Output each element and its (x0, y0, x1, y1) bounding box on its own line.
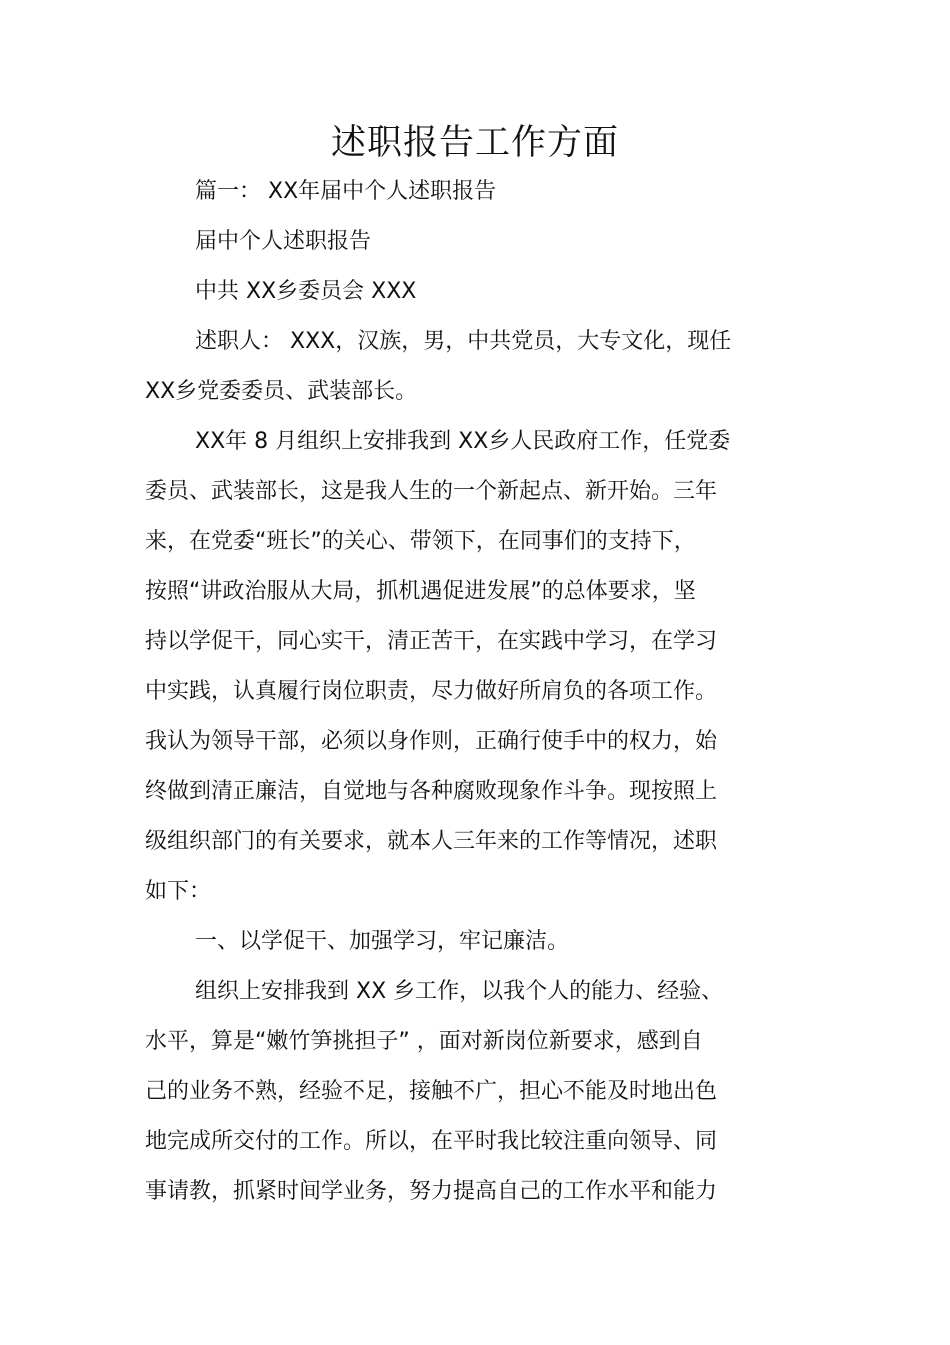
paragraph-line: 届中个人述职报告 (195, 229, 372, 254)
paragraph-line: 级组织部门的有关要求，就本人三年来的工作等情况，述职 (145, 829, 718, 854)
paragraph-line: 己的业务不熟，经验不足，接触不广，担心不能及时地出色 (145, 1079, 718, 1104)
paragraph-line: 委员、武装部长，这是我人生的一个新起点、新开始。三年 (145, 479, 718, 504)
paragraph-line: 水平，算是“嫩竹笋挑担子” ，面对新岗位新要求，感到自 (145, 1029, 703, 1054)
paragraph-line: XX乡党委委员、武装部长。 (145, 379, 418, 404)
paragraph-line: 终做到清正廉洁，自觉地与各种腐败现象作斗争。现按照上 (145, 779, 718, 804)
paragraph-line: XX年 8 月组织上安排我到 XX乡人民政府工作，任党委 (195, 429, 731, 454)
paragraph-line: 按照“讲政治服从大局，抓机遇促进发展”的总体要求，坚 (145, 579, 696, 604)
document-title: 述职报告工作方面 (330, 123, 619, 163)
paragraph-line: 我认为领导干部，必须以身作则，正确行使手中的权力，始 (145, 729, 718, 754)
paragraph-line: 事请教，抓紧时间学业务，努力提高自己的工作水平和能力 (145, 1179, 718, 1204)
paragraph-line: 来，在党委“班长”的关心、带领下，在同事们的支持下， (145, 529, 696, 554)
paragraph-line: 中实践，认真履行岗位职责，尽力做好所肩负的各项工作。 (145, 679, 718, 704)
section-heading: 一、以学促干、加强学习，牢记廉洁。 (195, 929, 570, 954)
paragraph-line: 中共 XX乡委员会 XXX (195, 279, 417, 304)
paragraph-line: 篇一： XX年届中个人述职报告 (195, 179, 497, 204)
paragraph-line: 述职人： XXX，汉族，男，中共党员，大专文化，现任 (195, 329, 732, 354)
paragraph-line: 如下： (145, 879, 212, 904)
paragraph-line: 持以学促干，同心实干，清正苦干，在实践中学习，在学习 (145, 629, 718, 654)
paragraph-line: 地完成所交付的工作。所以，在平时我比较注重向领导、同 (145, 1129, 718, 1154)
paragraph-line: 组织上安排我到 XX 乡工作，以我个人的能力、经验、 (195, 979, 724, 1004)
